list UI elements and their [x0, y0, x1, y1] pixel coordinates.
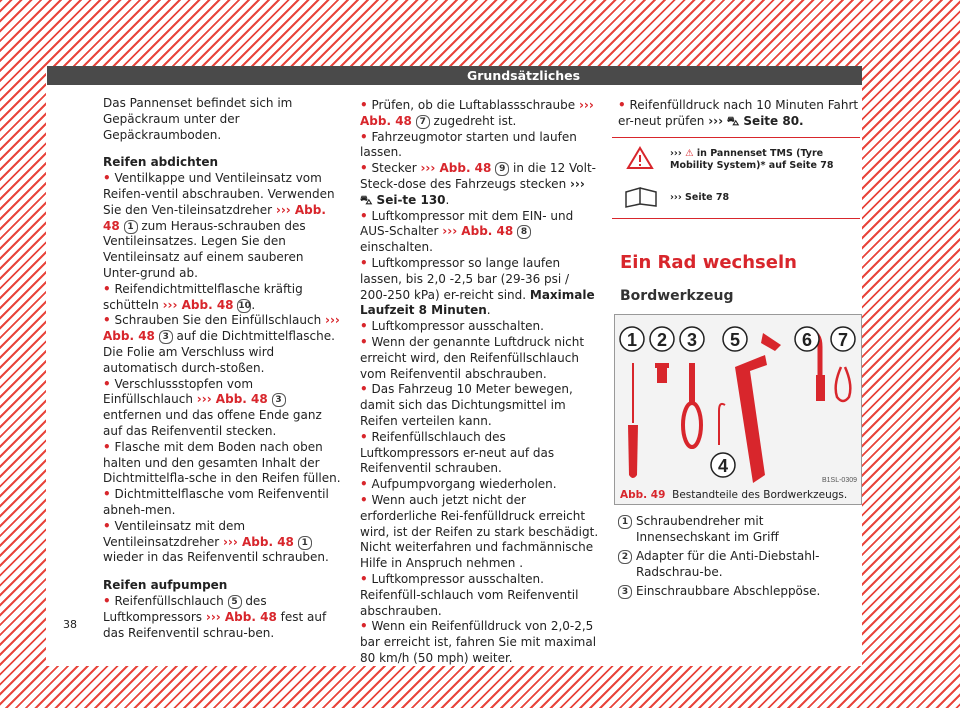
list-item: • Fahrzeugmotor starten und laufen lassen.	[360, 129, 577, 160]
warning-triangle-icon	[626, 146, 654, 170]
list-item: • Aufpumpvorgang wiederholen.	[360, 477, 557, 492]
figure-ref-link[interactable]: ››› Abb. 48	[222, 534, 294, 549]
list-item: • Luftkompressor mit dem EIN- und AUS-Schalter ››› Abb. 48 8 einschalten.	[360, 208, 574, 255]
legend-item: 1 Schraubendreher mit Innensechskant im Griff	[618, 514, 858, 545]
toolkit-illustration	[615, 315, 861, 504]
list-item: • Reifendichtmittelflasche kräftig schütteln ››› Abb. 48 10.	[103, 281, 303, 312]
fig-label: 7	[837, 330, 849, 350]
figure-legend	[618, 514, 858, 604]
callout-number: 10	[238, 300, 251, 311]
list-item: • Reifenfülldruck nach 10 Minuten Fahrt er-neut prüfen ››› ⛍ Seite 80.	[618, 98, 859, 128]
list-item: • Wenn auch jetzt nicht der erforderliche Rei-fenfülldruck erreicht wird, ist der Reifen zu stark beschädigt. Nicht weiterfahren und fachmännische Hilfe in Anspruch nehmen .	[360, 492, 599, 571]
list-item: • Ventileinsatz mit dem Ventileinsatzdreher ››› Abb. 48 1 wieder in das Reifenventil schrauben.	[103, 518, 329, 565]
list-item: • Stecker ››› Abb. 48 9 in die 12 Volt-Steck-dose des Fahrzeugs stecken ››› ⛍ Sei-te 130.	[360, 161, 597, 207]
callout-number: 5	[228, 595, 242, 609]
warning-box	[612, 137, 860, 219]
middle-column	[360, 98, 600, 667]
callout-number: 1	[298, 536, 312, 550]
car-icon: ⛍	[726, 113, 740, 128]
figure-ref-link[interactable]: ››› Abb. 48	[103, 313, 340, 344]
list-item: • Das Fahrzeug 10 Meter bewegen, damit sich das Dichtungsmittel im Reifen verteilen kann.	[360, 382, 573, 428]
figure-ref-link[interactable]: ››› Abb. 48	[442, 224, 514, 239]
intro-text: Das Pannenset befindet sich im Gepäckraum unter der Gepäckraumboden.	[103, 96, 293, 142]
fig-label: 5	[729, 330, 741, 350]
callout-number: 3	[159, 330, 173, 344]
figure-ref-link[interactable]: ››› Abb. 48	[360, 98, 594, 128]
callout-number: 8	[517, 225, 531, 239]
legend-item: 3 Einschraubbare Abschleppöse.	[618, 584, 858, 600]
left-column	[103, 96, 343, 641]
figure-ref-link[interactable]: ››› Abb. 48	[420, 161, 492, 176]
heading-bordwerkzeug: Bordwerkzeug	[620, 288, 734, 304]
fig-label: 2	[656, 330, 668, 350]
tool-figure	[614, 314, 862, 505]
list-item: • Luftkompressor ausschalten.	[360, 319, 544, 334]
figure-ref-link[interactable]: ››› Abb. 48	[205, 609, 277, 624]
note-ref-link[interactable]: ››› Seite 78	[670, 192, 730, 203]
callout-number: 7	[416, 115, 430, 129]
list-item: • Reifenfüllschlauch 5 des Luftkompressors ››› Abb. 48 fest auf das Reifenventil schrau-ben.	[103, 593, 327, 640]
list-item: • Schrauben Sie den Einfüllschlauch ››› Abb. 48 3 auf die Dichtmittelflasche. Die Folie am Verschluss wird automatisch durch-stoßen.	[103, 313, 340, 375]
list-item: • Verschlussstopfen vom Einfüllschlauch ››› Abb. 48 3 entfernen und das offene Ende ganz auf das Reifenventil stecken.	[103, 376, 322, 438]
warning-text: ››› ⚠ in Pannenset TMS (Tyre Mobility System)* auf Seite 78	[670, 148, 834, 171]
heading-ein-rad-wechseln: Ein Rad wechseln	[620, 252, 797, 273]
small-warning-icon: ⚠	[685, 148, 694, 159]
list-item: • Wenn ein Reifenfülldruck von 2,0-2,5 bar erreicht ist, fahren Sie mit maximal 80 km/h (50 mph) weiter.	[360, 619, 597, 665]
figure-caption: Abb. 49 Bestandteile des Bordwerkzeugs.	[620, 489, 848, 501]
warning-ref-link[interactable]: ›››	[670, 148, 682, 159]
legend-item: 2 Adapter für die Anti-Diebstahl-Radschrau-be.	[618, 549, 858, 580]
list-item: • Luftkompressor ausschalten. Reifenfüll-schlauch vom Reifenventil abschrauben.	[360, 571, 579, 618]
figure-ref-link[interactable]: ››› Abb. 48	[162, 297, 234, 312]
section-header	[47, 66, 862, 85]
list-item: • Wenn der genannte Luftdruck nicht erreicht wird, den Reifenfüllschlauch vom Reifenventil abschrauben.	[360, 334, 585, 381]
page-number: 38	[63, 618, 77, 631]
callout-number: 3	[272, 393, 286, 407]
fig-label: 4	[717, 456, 729, 476]
section-title: Grundsätzliches	[467, 68, 581, 83]
list-item: • Ventilkappe und Ventileinsatz vom Reifen-ventil abschrauben. Verwenden Sie den Ven-tileinsatzdreher ››› Abb. 48 1 zum Heraus-schrauben des Ventileinsatzes. Legen Sie den Ventileinsatz auf einem sauberen Unter-grund ab.	[103, 171, 335, 280]
list-item: • Dichtmittelflasche vom Reifenventil abneh-men.	[103, 487, 329, 517]
figure-ref-link[interactable]: ››› Abb. 48	[196, 392, 268, 407]
callout-number: 1	[124, 220, 138, 234]
page-ref-link[interactable]: ›››	[569, 176, 585, 191]
callout-number: 9	[495, 162, 509, 176]
car-icon: ⛍	[360, 192, 373, 207]
right-top-text	[618, 98, 860, 130]
fig-label: 6	[801, 330, 813, 350]
fig-label: 1	[626, 330, 638, 350]
note-book-icon	[624, 186, 658, 208]
list-item: • Prüfen, ob die Luftablassschraube ››› Abb. 48 7 zugedreht ist.	[360, 98, 594, 128]
list-item: • Flasche mit dem Boden nach oben halten und den gesamten Inhalt der Dichtmittelfla-sche in den Reifen füllen.	[103, 439, 341, 486]
figure-code: B1SL-0309	[821, 477, 857, 484]
list-item: • Luftkompressor so lange laufen lassen, bis 2,0 -2,5 bar (29-36 psi / 200-250 kPa) er-reicht sind. Maximale Laufzeit 8 Minuten.	[360, 255, 595, 318]
list-item: • Reifenfüllschlauch des Luftkompressors er-neut auf das Reifenventil schrauben.	[360, 429, 555, 476]
heading-reifen-aufpumpen: Reifen aufpumpen	[103, 578, 228, 593]
figure-ref-link[interactable]: ››› Abb. 48	[103, 202, 326, 233]
heading-reifen-abdichten: Reifen abdichten	[103, 155, 219, 170]
fig-label: 3	[686, 330, 698, 350]
page-ref-link[interactable]: ›››	[708, 113, 724, 128]
